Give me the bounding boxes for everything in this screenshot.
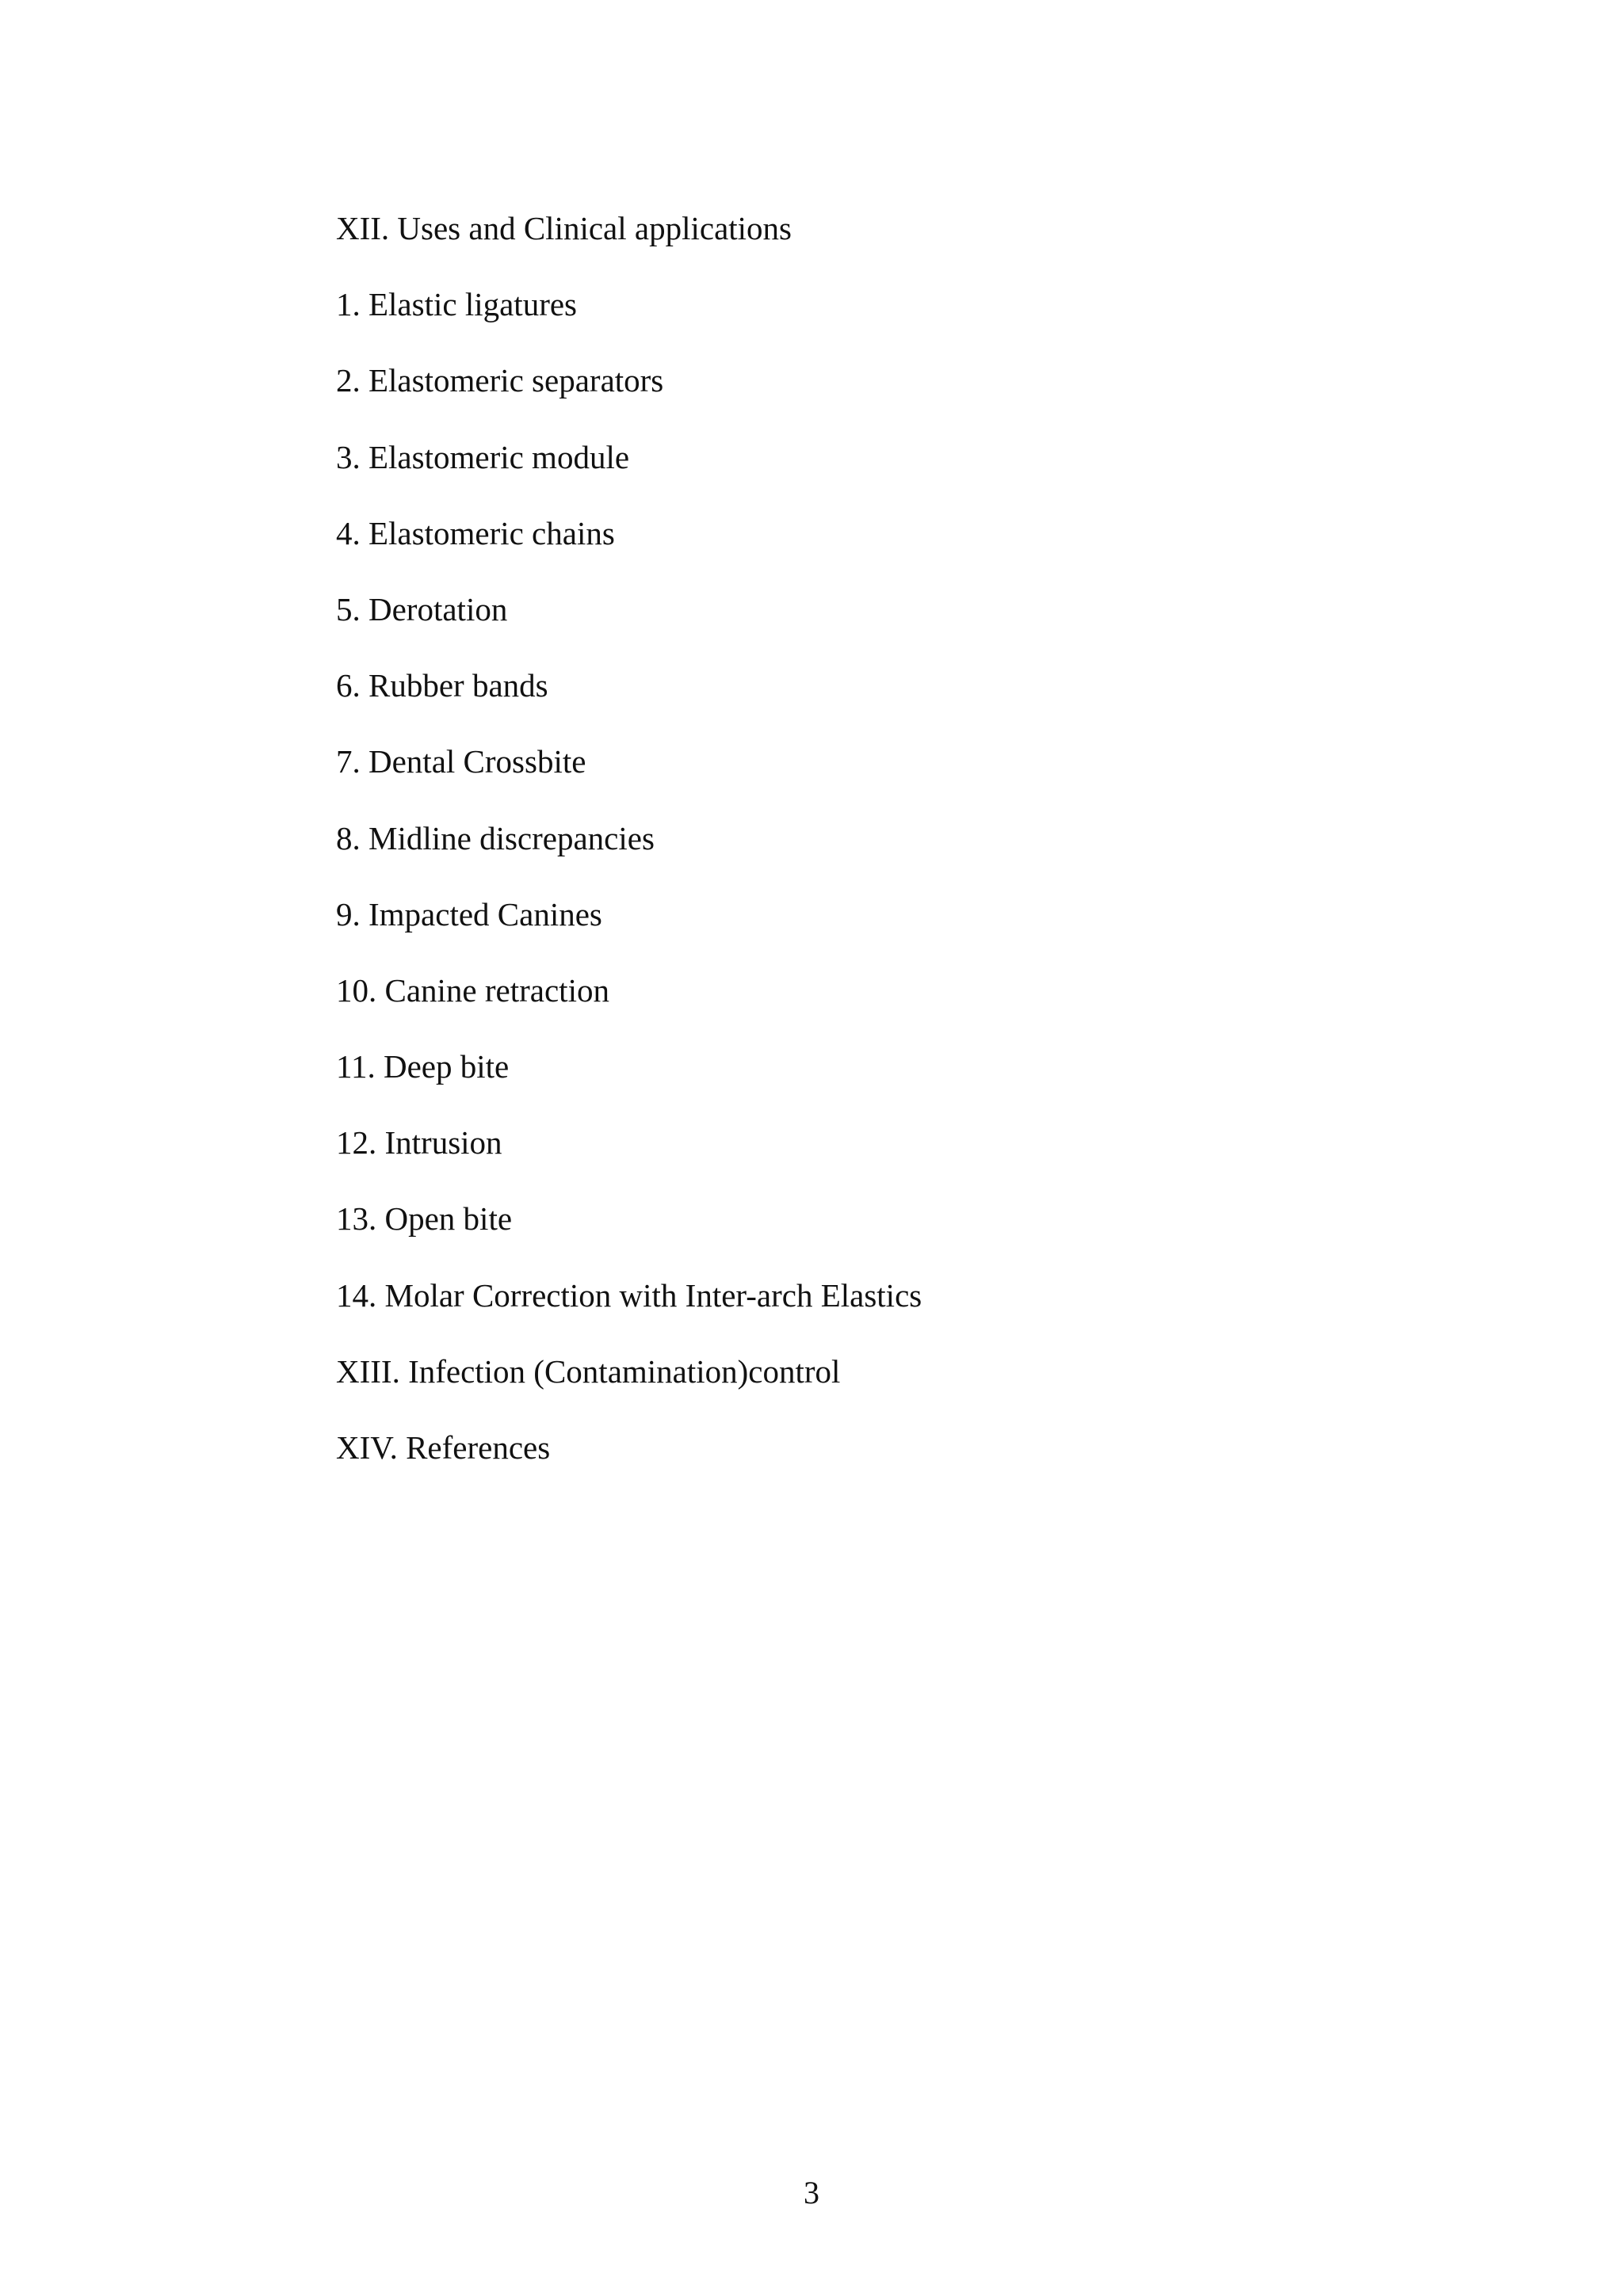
list-item: 10. Canine retraction (336, 971, 609, 1009)
list-item: 12. Intrusion (336, 1124, 502, 1161)
contents-list (336, 190, 922, 1486)
list-item: 1. Elastic ligatures (336, 286, 577, 323)
list-item: 4. Elastomeric chains (336, 514, 615, 551)
list-item: 8. Midline discrepancies (336, 819, 655, 856)
list-item: 5. Derotation (336, 590, 508, 627)
list-item: 6. Rubber bands (336, 667, 548, 704)
list-item: XIV. References (336, 1429, 551, 1466)
page-number: 3 (804, 2175, 819, 2210)
list-item: 14. Molar Correction with Inter-arch Elastics (336, 1276, 922, 1314)
list-item: 2. Elastomeric separators (336, 362, 664, 399)
list-item: 13. Open bite (336, 1200, 513, 1238)
list-item: 9. Impacted Canines (336, 895, 602, 933)
list-item: 7. Dental Crossbite (336, 743, 586, 780)
list-item: XIII. Infection (Contamination)control (336, 1352, 841, 1390)
list-item: XII. Uses and Clinical applications (336, 210, 792, 246)
list-item: 11. Deep bite (336, 1048, 510, 1085)
list-item: 3. Elastomeric module (336, 438, 630, 475)
